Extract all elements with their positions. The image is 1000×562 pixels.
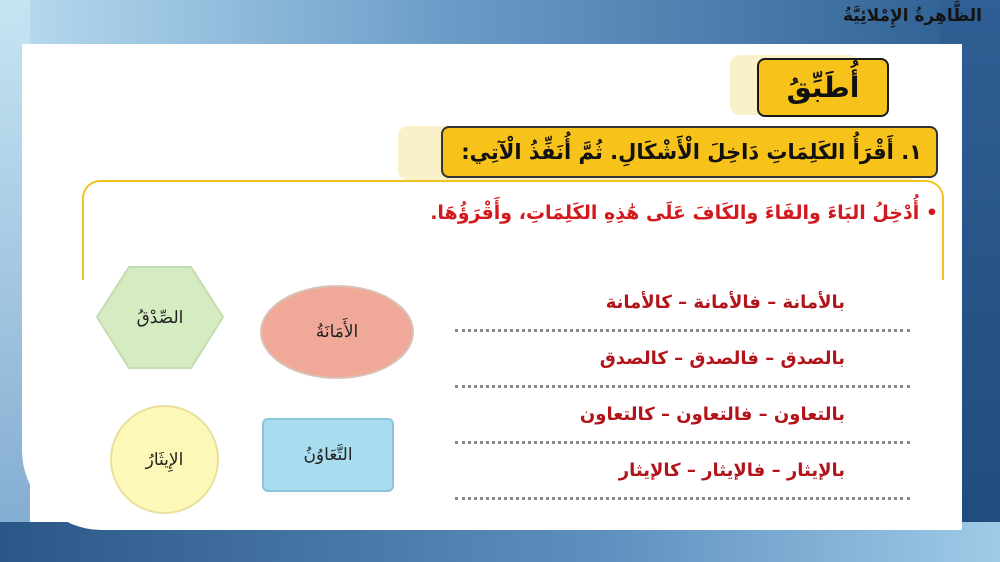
hexagon-shape	[95, 265, 225, 370]
oval-word: الأَمَانَةُ	[315, 322, 359, 342]
answer-text: بالصدق – فالصدق – كالصدق	[599, 348, 845, 369]
rect-word: التَّعَاوُنُ	[303, 445, 353, 465]
practice-box	[757, 58, 889, 117]
answer-row	[455, 458, 915, 514]
answer-text: بالإيثار – فالإيثار – كالإيثار	[618, 460, 845, 481]
answer-text: بالأمانة – فالأمانة – كالأمانة	[605, 292, 845, 313]
dotted-line	[455, 497, 910, 500]
page-title: الظَّاهِرةُ الإِمْلائِيَّةُ	[842, 6, 982, 26]
answer-row	[455, 402, 915, 458]
answer-text: بالتعاون – فالتعاون – كالتعاون	[579, 404, 845, 425]
rect-shape	[262, 418, 394, 492]
instruction-box	[441, 126, 938, 178]
sub-instruction: • أُدْخِلُ البَاءَ والفَاءَ والكَافَ عَلَى هَٰذِهِ الكَلِمَاتِ، وأَقْرَؤُهَا.	[430, 202, 938, 224]
dotted-line	[455, 385, 910, 388]
circle-word: الإِيثَارُ	[145, 449, 184, 470]
hexagon-label-wrap	[95, 265, 225, 370]
answer-row	[455, 346, 915, 402]
dotted-line	[455, 441, 910, 444]
instruction-text: ١. أَقْرَأُ الكَلِمَاتِ دَاخِلَ الْأَشْكَالِ. ثُمَّ أُنَفِّذُ الْآتِي:	[461, 140, 922, 164]
answers-list	[455, 290, 915, 514]
answer-row	[455, 290, 915, 346]
practice-label: أُطَبِّقُ	[786, 71, 860, 104]
hexagon-word: الصِّدْقُ	[136, 307, 184, 328]
dotted-line	[455, 329, 910, 332]
oval-shape	[260, 285, 414, 379]
circle-shape	[110, 405, 219, 514]
